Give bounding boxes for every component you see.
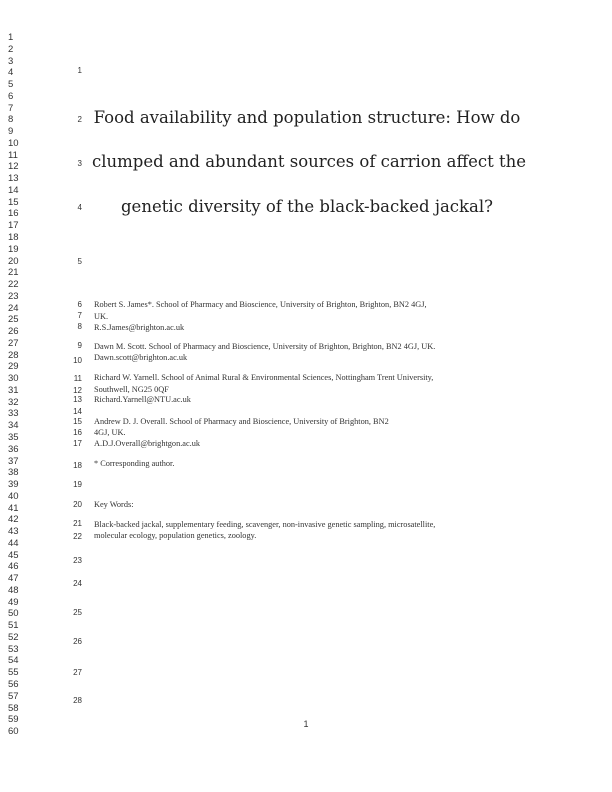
inner-line-number: 25 — [73, 608, 82, 617]
outer-line-number: 15 — [8, 196, 19, 208]
outer-line-number: 47 — [8, 573, 19, 585]
inner-line-number: 28 — [73, 696, 82, 705]
outer-line-number: 23 — [8, 290, 19, 302]
author-2-affiliation: Dawn M. Scott. School of Pharmacy and Bioscience, University of Brighton, Brighton, BN2 4GJ, UK. — [94, 342, 436, 351]
outer-line-number: 8 — [8, 114, 14, 126]
author-4-affiliation: Andrew D. J. Overall. School of Pharmacy and Bioscience, University of Brighton, BN2 — [94, 417, 389, 426]
inner-line-number: 22 — [73, 532, 82, 541]
inner-line-number: 11 — [73, 374, 82, 383]
outer-line-number: 60 — [8, 726, 19, 737]
outer-line-number: 49 — [8, 596, 19, 608]
author-3-affiliation-cont: Southwell, NG25 0QF — [94, 385, 169, 394]
outer-line-number: 39 — [8, 479, 19, 490]
outer-line-number: 20 — [8, 255, 19, 267]
outer-line-number: 5 — [8, 79, 14, 91]
outer-line-number: 42 — [8, 514, 19, 526]
inner-line-number: 16 — [73, 428, 82, 437]
outer-line-number: 53 — [8, 643, 19, 655]
inner-line-number: 18 — [73, 461, 82, 470]
outer-line-number: 35 — [8, 431, 19, 443]
title-line-2: clumped and abundant sources of carrion affect the — [92, 152, 527, 171]
outer-line-number: 32 — [8, 396, 19, 408]
inner-line-number: 27 — [73, 668, 82, 677]
outer-line-number: 52 — [8, 631, 19, 643]
outer-line-number: 55 — [8, 667, 19, 679]
author-1-affiliation-cont: UK. — [94, 312, 109, 321]
inner-line-number: 26 — [73, 637, 82, 646]
outer-line-number: 57 — [8, 690, 19, 702]
inner-line-number: 8 — [77, 322, 82, 331]
page-number: 1 — [303, 719, 309, 729]
outer-line-number: 40 — [8, 490, 19, 502]
outer-line-number: 11 — [8, 149, 18, 161]
outer-line-number: 26 — [8, 326, 19, 338]
author-3-email: Richard.Yarnell@NTU.ac.uk — [94, 395, 191, 404]
outer-line-number: 22 — [8, 279, 19, 290]
inner-line-number: 14 — [73, 407, 82, 416]
outer-line-number: 6 — [8, 90, 14, 102]
inner-line-number: 5 — [77, 257, 82, 266]
outer-line-number: 2 — [8, 43, 14, 55]
outer-line-number: 18 — [8, 232, 19, 243]
inner-line-number: 2 — [77, 115, 82, 124]
author-4-email: A.D.J.Overall@brightgon.ac.uk — [94, 439, 201, 448]
outer-line-number: 17 — [8, 220, 19, 232]
author-2-email: Dawn.scott@brighton.ac.uk — [94, 353, 188, 362]
outer-line-number: 33 — [8, 408, 19, 420]
inner-line-number: 3 — [77, 159, 82, 168]
outer-line-number: 54 — [8, 655, 19, 667]
outer-line-number: 59 — [8, 714, 19, 726]
outer-line-number: 38 — [8, 467, 19, 479]
title-line-3: genetic diversity of the black-backed jackal? — [121, 197, 493, 216]
author-1-email: R.S.James@brighton.ac.uk — [94, 323, 185, 332]
keywords-line-1: Black-backed jackal, supplementary feeding, scavenger, non-invasive genetic sampling, microsatellite, — [94, 520, 436, 529]
outer-line-number: 30 — [8, 373, 19, 385]
outer-line-number: 56 — [8, 678, 19, 690]
inner-line-number: 21 — [73, 519, 82, 528]
outer-line-number: 10 — [8, 137, 19, 149]
inner-line-number: 13 — [73, 395, 82, 404]
inner-line-number: 17 — [73, 439, 82, 448]
corresponding-author-note: * Corresponding author. — [94, 459, 175, 468]
outer-line-number: 41 — [8, 502, 19, 514]
inner-line-number: 7 — [77, 311, 82, 320]
outer-line-number: 4 — [8, 67, 14, 79]
outer-line-number: 48 — [8, 584, 19, 596]
outer-line-number: 44 — [8, 537, 19, 549]
inner-line-number: 10 — [73, 356, 82, 365]
outer-line-number: 25 — [8, 314, 19, 326]
outer-line-number: 24 — [8, 302, 19, 314]
outer-line-number: 7 — [8, 102, 14, 114]
outer-line-number: 1 — [8, 32, 14, 43]
outer-line-number: 45 — [8, 549, 19, 561]
outer-line-number: 46 — [8, 561, 19, 573]
inner-line-number: 9 — [77, 341, 82, 350]
outer-line-number: 12 — [8, 161, 19, 173]
outer-line-number: 29 — [8, 361, 19, 373]
outer-line-number: 28 — [8, 349, 19, 361]
outer-line-number: 58 — [8, 702, 19, 714]
outer-line-number: 31 — [8, 384, 19, 396]
keywords-line-2: molecular ecology, population genetics, zoology. — [94, 531, 257, 540]
inner-line-number: 6 — [77, 300, 82, 309]
outer-line-number: 14 — [8, 184, 19, 196]
inner-line-number: 4 — [77, 203, 82, 212]
outer-line-number: 9 — [8, 126, 14, 138]
inner-line-number: 24 — [73, 579, 82, 588]
outer-line-number: 21 — [8, 267, 19, 279]
outer-line-number: 43 — [8, 526, 19, 537]
outer-line-number: 3 — [8, 55, 14, 67]
title-line-1: Food availability and population structure: How do — [93, 108, 521, 127]
author-1-affiliation: Robert S. James*. School of Pharmacy and Bioscience, University of Brighton, Brighton, BN2 4GJ, — [94, 300, 427, 309]
outer-line-number: 27 — [8, 337, 19, 349]
outer-line-number: 34 — [8, 420, 19, 432]
inner-line-number: 19 — [73, 480, 82, 489]
keywords-heading: Key Words: — [94, 500, 134, 509]
inner-line-number: 1 — [77, 66, 82, 75]
outer-line-number: 13 — [8, 173, 19, 185]
outer-line-number: 50 — [8, 608, 19, 620]
inner-line-number: 12 — [73, 386, 82, 395]
outer-line-number: 16 — [8, 208, 19, 220]
outer-line-number: 51 — [8, 620, 19, 632]
inner-line-number: 15 — [73, 417, 82, 426]
inner-line-number: 23 — [73, 556, 82, 565]
outer-line-number: 36 — [8, 443, 19, 455]
inner-line-number: 20 — [73, 500, 82, 509]
outer-line-number: 37 — [8, 455, 19, 467]
author-4-affiliation-cont: 4GJ, UK. — [94, 428, 126, 437]
author-3-affiliation: Richard W. Yarnell. School of Animal Rural & Environmental Sciences, Nottingham Trent University, — [94, 373, 434, 382]
outer-line-number: 19 — [8, 243, 19, 255]
